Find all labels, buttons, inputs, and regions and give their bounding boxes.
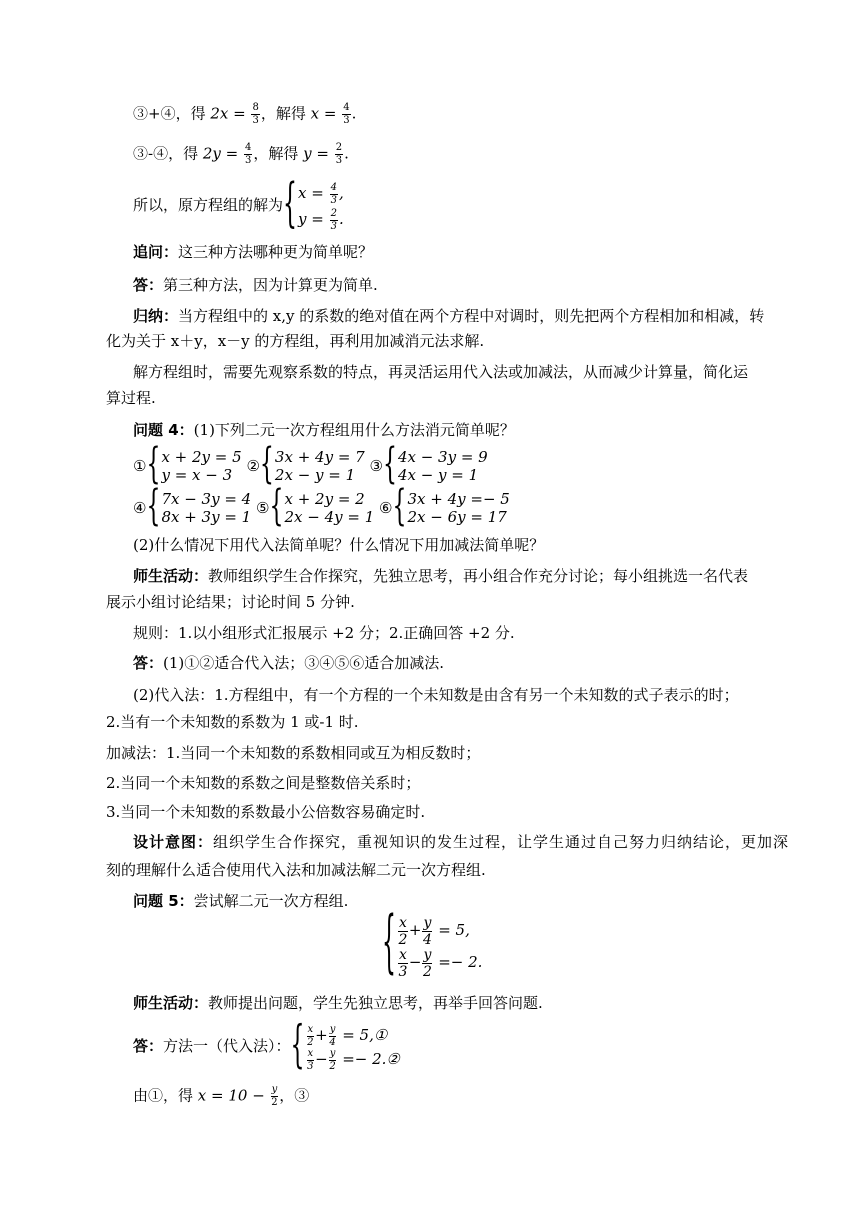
line-16: 规则：1.以小组形式汇报展示 +2 分；2.正确回答 +2 分. — [133, 624, 515, 642]
math: x = 10 − — [197, 1086, 265, 1105]
label: 师生活动： — [133, 994, 209, 1012]
label: 问题 5： — [133, 892, 194, 910]
systems-row-1 — [133, 441, 488, 489]
text: ，解得 — [260, 104, 311, 123]
line-15: 展示小组讨论结果；讨论时间 5 分钟. — [106, 593, 355, 611]
text: (1)下列二元一次方程组用什么方法消元简单呢？ — [193, 421, 515, 439]
line-20: 加减法：1.当同一个未知数的系数相同或互为相反数时； — [106, 744, 481, 762]
text: ，解得 — [253, 144, 304, 163]
text: 当方程组中的 x,y 的系数的绝对值在两个方程中对调时，则先把两个方程相加和相减，转 — [178, 307, 765, 325]
line-25 — [133, 891, 348, 911]
line-3 — [133, 174, 344, 235]
math: y = — [303, 144, 329, 163]
text: ③-④，得 — [133, 144, 203, 163]
line-23 — [133, 832, 789, 852]
label: 问题 4： — [133, 421, 194, 439]
math: x = — [310, 104, 337, 123]
label: 追问： — [133, 243, 179, 261]
solution-system: { x = $\frac{4}{3}$ , y = $\frac{2}{3}$ . — [283, 174, 344, 235]
line-13: (2)什么情况下用代入法简单呢？什么情况下用加减法简单呢？ — [133, 536, 545, 554]
label: 归纳： — [133, 307, 179, 325]
fraction: $\frac{4}{3}$ — [343, 102, 350, 126]
fraction: $\frac{2}{3}$ — [335, 142, 343, 166]
line-27 — [133, 993, 543, 1013]
system-2: ② { 3x + 4y = 7 2x − y = 1 — [246, 441, 365, 489]
fraction: $\frac{8}{3}$ — [252, 102, 259, 126]
text: 所以，原方程组的解为 — [133, 196, 284, 214]
text: ③+④，得 — [133, 104, 211, 123]
line-7: 化为关于 x＋y，x－y 的方程组，再利用加减消元法求解. — [106, 332, 485, 350]
fraction: $\frac{4}{3}$ — [244, 142, 252, 166]
math: 2x = — [210, 104, 246, 123]
system-4: ④ { 7x − 3y = 4 8x + 3y = 1 — [133, 483, 252, 531]
label: 设计意图： — [133, 833, 214, 851]
text: 由①，得 — [133, 1086, 198, 1105]
system-6: ⑥ { 3x + 4y =− 5 2x − 6y = 17 — [379, 483, 510, 531]
label: 师生活动： — [133, 567, 209, 585]
text: 教师组织学生合作探究，先独立思考，再小组合作充分讨论；每小组挑选一名代表 — [208, 567, 749, 585]
line-22: 3.当同一个未知数的系数最小公倍数容易确定时. — [106, 803, 426, 821]
line-19: 2.当有一个未知数的系数为 1 或-1 时. — [106, 713, 359, 731]
line-10 — [133, 420, 515, 440]
line-18: (2)代入法：1.方程组中，有一个方程的一个未知数是由含有另一个未知数的式子表示的时； — [133, 686, 739, 704]
line-4 — [133, 242, 373, 262]
line-6 — [133, 306, 764, 326]
line-1: ③+④，得 2x = $\frac{8}{3}$ ，解得 x = $\frac{4}{3}$ . — [133, 102, 357, 126]
line-21: 2.当同一个未知数的系数之间是整数倍关系时； — [106, 774, 421, 792]
label: 答： — [133, 654, 164, 672]
text: 尝试解二元一次方程组. — [193, 892, 349, 910]
text: 组织学生合作探究，重视知识的发生过程，让学生通过自己努力归纳结论，更加深 — [213, 833, 790, 851]
line-8: 解方程组时，需要先观察系数的特点，再灵活运用代入法或加减法，从而减少计算量，简化运 — [133, 363, 749, 381]
line-24: 刻的理解什么适合使用代入法和加减法解二元一次方程组. — [106, 861, 486, 879]
math: 2y = — [202, 144, 239, 163]
line-2: ③-④，得 2y = $\frac{4}{3}$ ，解得 y = $\frac{2}{3}$ . — [133, 142, 349, 166]
text: 这三种方法哪种更为简单呢？ — [178, 243, 374, 261]
line-14 — [133, 566, 748, 586]
system-3: ③ { 4x − 3y = 9 4x − y = 1 — [369, 441, 488, 489]
text: 方法一（代入法）： — [163, 1037, 291, 1055]
line-28: 答：方法一（代入法）： { $\frac{x}{2}$ + $\frac{y}{4}$ = 5,① $\frac{x}{3}$ − $\frac{y}{2}$ =− 2.② — [133, 1017, 400, 1075]
system-1: ① { x + 2y = 5 y = x − 3 — [133, 441, 242, 489]
centered-system: { $\frac{x}{2}$ + $\frac{y}{4}$ = 5, $\frac{x}{3}$ − $\frac{y}{2}$ =− 2. — [382, 905, 483, 984]
text: (1)①②适合代入法；③④⑤⑥适合加减法. — [163, 654, 445, 672]
line-5 — [133, 275, 378, 295]
text: 第三种方法，因为计算更为简单. — [163, 276, 378, 294]
label: 答： — [133, 1037, 164, 1055]
systems-row-2 — [133, 483, 510, 531]
line-29: 由①，得 x = 10 − $\frac{y}{2}$ ，③ — [133, 1084, 310, 1108]
system-5: ⑤ { x + 2y = 2 2x − 4y = 1 — [256, 483, 375, 531]
line-9: 算过程. — [106, 389, 156, 407]
label: 答： — [133, 276, 164, 294]
text: 教师提出问题，学生先独立思考，再举手回答问题. — [208, 994, 543, 1012]
line-17 — [133, 653, 444, 673]
